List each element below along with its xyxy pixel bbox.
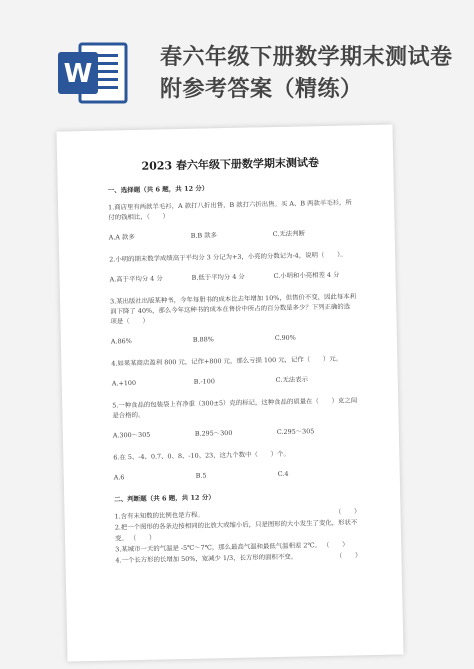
judge-mark: （ ）: [335, 551, 362, 560]
question-text: 2.小明的期末数学成绩高于平均分 3 分记为+3，小亮的分数记为-4，说明（ ）。: [109, 250, 347, 264]
section-choice-heading: 一、选择题（共 6 题，共 12 分）: [107, 184, 209, 195]
question-3: [110, 291, 357, 346]
judge-text: 1.含有未知数的比例也是方程。: [114, 510, 204, 521]
option: B.88%: [192, 335, 214, 344]
question-1: [108, 197, 355, 242]
question-options: [111, 331, 357, 346]
judge-mark: （ ）: [334, 507, 361, 516]
option: A.6: [113, 473, 125, 482]
option: C.无法表示: [275, 375, 309, 385]
option: B.低于平均分 4 分: [191, 272, 245, 282]
question-4: [111, 353, 358, 388]
document-content: [107, 153, 361, 566]
option: A.300～305: [112, 430, 151, 440]
question-2: [109, 249, 356, 284]
section-judge-heading: 二、判断题（共 6 题，共 12 分）: [114, 493, 215, 504]
question-text: 6.在 5、-4、0.7、0、8、-10、23，这九个数中（ ）个。: [113, 449, 290, 462]
option: B.B 款多: [190, 231, 218, 240]
banner-title: [160, 42, 460, 106]
banner-title-line1: 春六年级下册数学期末测试卷: [160, 45, 453, 70]
question-options: [109, 269, 355, 284]
judge-list: [114, 506, 361, 566]
judge-mark: （ ）: [322, 540, 349, 550]
question-options: [113, 425, 359, 440]
judge-text: 4.一个长方形的长增加 50%，宽减少 1/3，长方形的面积不变。: [115, 552, 298, 565]
banner-title-line2: 附参考答案（精练）: [160, 77, 363, 102]
option: B.295～300: [194, 428, 233, 438]
document-page: [56, 125, 403, 662]
option: C.90%: [274, 333, 296, 343]
question-options: [109, 227, 355, 242]
question-options: [114, 467, 360, 482]
option: A.+100: [111, 378, 137, 388]
option: A.高于平均分 4 分: [109, 274, 163, 284]
option: C.4: [277, 469, 289, 479]
judge-text: 3.某城市一天的气温是 -5℃～7℃，那么最高气温和最低气温相差 2℃。: [115, 541, 322, 554]
judge-text: 2.把一个图形的各条边按相同的比放大或缩小后，只是图形的大小发生了变化，形状不变。: [114, 518, 358, 543]
question-text: 1.商店里有两款羊毛衫，A 款打八折出售，B 款打六折出售。买 A、B 两款羊毛衫，所付的钱相比，（ ）: [108, 198, 352, 222]
question-text: 4.如果某商店盈利 800 元，记作+800 元，那么亏损 100 元，记作（ ）元。: [111, 354, 343, 368]
option: A.A 款多: [108, 232, 135, 242]
option: C.295～305: [276, 427, 315, 437]
option: C.无法判断: [272, 229, 306, 239]
question-6: [113, 447, 360, 482]
judge-mark: （ ）: [129, 533, 156, 543]
word-document-icon: [58, 40, 130, 106]
question-text: 3.某出版社出版某种书，今年每册书的成本比去年增加 10%，但售价不变，因此每本利润下降了 40%，那么今年这种书的成本在售价中所占的百分数是多少？下列正确的选项是（ ）: [109, 292, 357, 326]
question-options: [112, 373, 358, 388]
svg-text:W: W: [63, 59, 93, 89]
document-title: 2023 春六年级下册数学期末测试卷: [141, 156, 320, 173]
option: A.86%: [110, 337, 132, 346]
option: B.-100: [193, 377, 215, 386]
option: B.5: [195, 471, 207, 480]
option: C.小明和小亮相差 4 分: [273, 270, 340, 281]
question-text: 5.一种食品的包装袋上有净重（300±5）克的标记，这种食品的质量在（ ）克之间是合格的。: [112, 396, 358, 420]
question-5: [112, 395, 359, 440]
